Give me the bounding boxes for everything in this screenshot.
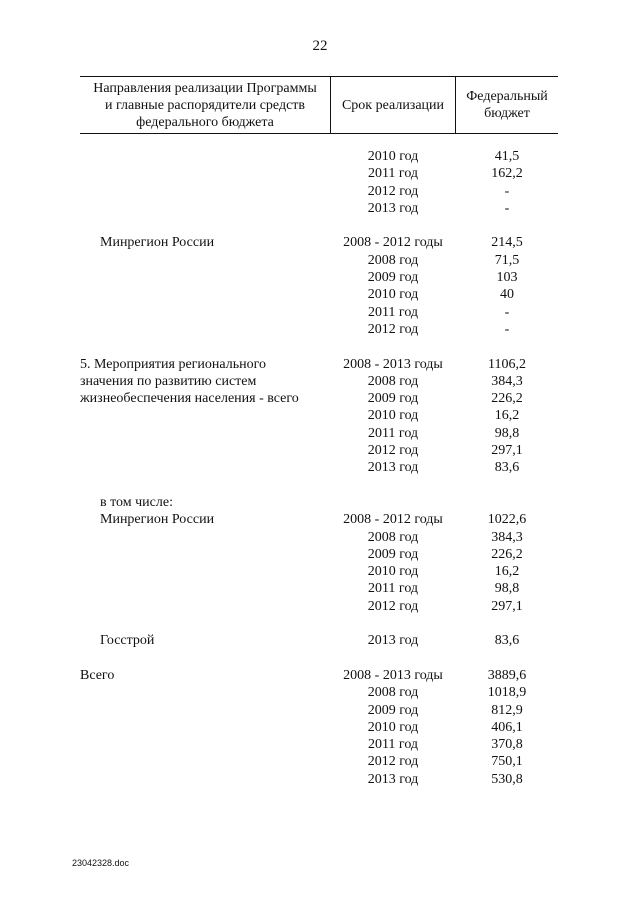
row-period: 2011 год <box>367 304 419 320</box>
row-amount: 1018,9 <box>487 685 527 701</box>
row-spacer <box>0 615 640 632</box>
row-amount: 16,2 <box>494 564 520 580</box>
table-row <box>0 494 640 511</box>
row-amount: 1106,2 <box>488 356 526 372</box>
row-amount: 384,3 <box>491 529 523 545</box>
row-period: 2010 год <box>367 719 419 735</box>
row-period: 2013 год <box>367 633 419 649</box>
document-filename: 23042328.doc <box>72 858 130 868</box>
row-period: 2011 год <box>367 425 419 441</box>
row-spacer <box>0 650 640 667</box>
row-amount: 297,1 <box>491 443 523 459</box>
table-row <box>0 580 640 597</box>
row-direction: в том числе: <box>100 494 173 510</box>
table-row <box>0 148 640 165</box>
row-period: 2013 год <box>367 200 419 216</box>
table-row <box>0 252 640 269</box>
row-amount: 83,6 <box>494 633 520 649</box>
table-row <box>0 684 640 701</box>
table-row <box>0 269 640 286</box>
table-row <box>0 459 640 476</box>
row-amount: 41,5 <box>494 149 520 164</box>
row-period: 2012 год <box>367 321 419 337</box>
table-row <box>0 165 640 182</box>
row-period: 2012 год <box>367 754 419 770</box>
table-row <box>0 632 640 649</box>
row-period: 2010 год <box>367 408 419 424</box>
row-amount: - <box>504 200 510 216</box>
header-period <box>331 77 456 133</box>
table-row <box>0 425 640 442</box>
table-row <box>0 442 640 459</box>
row-amount: 370,8 <box>491 737 523 753</box>
table-row <box>0 183 640 200</box>
header-budget-label: Федеральный бюджет <box>466 89 548 121</box>
row-period: 2008 - 2013 годы <box>343 356 443 372</box>
row-period: 2008 - 2012 годы <box>343 235 443 251</box>
table-row <box>0 511 640 528</box>
row-amount: 3889,6 <box>487 667 527 683</box>
row-amount: 530,8 <box>491 771 523 787</box>
row-period: 2010 год <box>367 287 419 303</box>
row-period: 2013 год <box>367 771 419 787</box>
row-period: 2008 год <box>367 252 419 268</box>
row-period: 2009 год <box>367 270 419 286</box>
table-row <box>0 771 640 788</box>
header-period-label: Срок реализации <box>341 97 445 113</box>
table-row <box>0 546 640 563</box>
row-amount: - <box>504 183 510 199</box>
row-amount: 40 <box>500 287 514 303</box>
row-amount: - <box>504 304 510 320</box>
row-amount: 226,2 <box>491 391 523 407</box>
row-period: 2008 - 2012 годы <box>343 512 443 528</box>
header-directions <box>80 77 331 133</box>
row-direction: Всего <box>80 667 115 683</box>
row-period: 2009 год <box>367 546 419 562</box>
table-header <box>80 76 558 134</box>
row-period: 2008 год <box>367 529 419 545</box>
row-amount: 98,8 <box>494 581 520 597</box>
page-number: 22 <box>312 38 328 54</box>
row-period: 2010 год <box>367 564 419 580</box>
row-period: 2012 год <box>367 598 419 614</box>
row-amount: 812,9 <box>491 702 523 718</box>
row-period: 2011 год <box>367 581 419 597</box>
row-direction: 5. Мероприятия регионального <box>80 356 266 372</box>
row-spacer <box>0 217 640 234</box>
row-period: 2012 год <box>367 443 419 459</box>
row-amount: - <box>504 321 510 337</box>
row-direction: Минрегион России <box>100 512 215 528</box>
row-period: 2008 год <box>367 373 419 389</box>
row-amount: 384,3 <box>491 373 523 389</box>
table-row <box>0 304 640 321</box>
row-spacer <box>0 477 640 494</box>
table-row <box>0 753 640 770</box>
table-row <box>0 234 640 251</box>
row-amount: 16,2 <box>494 408 520 424</box>
row-direction: Минрегион России <box>100 235 215 251</box>
row-amount: 406,1 <box>491 719 523 735</box>
table-row <box>0 719 640 736</box>
row-period: 2012 год <box>367 183 419 199</box>
row-amount: 83,6 <box>494 460 520 476</box>
row-amount: 214,5 <box>491 235 523 251</box>
row-direction: жизнеобеспечения населения - всего <box>80 391 299 407</box>
row-period: 2010 год <box>367 149 419 164</box>
row-period: 2008 год <box>367 685 419 701</box>
row-spacer <box>0 338 640 355</box>
row-amount: 750,1 <box>491 754 523 770</box>
row-amount: 1022,6 <box>487 512 527 528</box>
table-row <box>0 373 640 390</box>
row-period: 2013 год <box>367 460 419 476</box>
table-row <box>0 200 640 217</box>
table-row <box>0 390 640 407</box>
table-row <box>0 286 640 303</box>
table-row <box>0 563 640 580</box>
row-amount: 162,2 <box>491 166 523 182</box>
row-period: 2009 год <box>367 391 419 407</box>
row-period: 2009 год <box>367 702 419 718</box>
table-row <box>0 529 640 546</box>
row-period: 2011 год <box>367 737 419 753</box>
table-row <box>0 356 640 373</box>
row-direction: Госстрой <box>100 633 155 649</box>
header-budget <box>456 77 558 133</box>
header-directions-label: Направления реализации Программы и главные распорядители средств федерального бюджета <box>93 80 317 130</box>
row-amount: 226,2 <box>491 546 523 562</box>
row-amount: 103 <box>496 270 518 286</box>
table-row <box>0 667 640 684</box>
row-direction: значения по развитию систем <box>80 373 257 389</box>
row-amount: 71,5 <box>494 252 520 268</box>
table-row <box>0 321 640 338</box>
table-row <box>0 702 640 719</box>
table-row <box>0 407 640 424</box>
row-amount: 297,1 <box>491 598 523 614</box>
table-body <box>0 148 640 788</box>
row-period: 2011 год <box>367 166 419 182</box>
table-row <box>0 598 640 615</box>
table-row <box>0 736 640 753</box>
row-period: 2008 - 2013 годы <box>343 667 443 683</box>
row-amount: 98,8 <box>494 425 520 441</box>
